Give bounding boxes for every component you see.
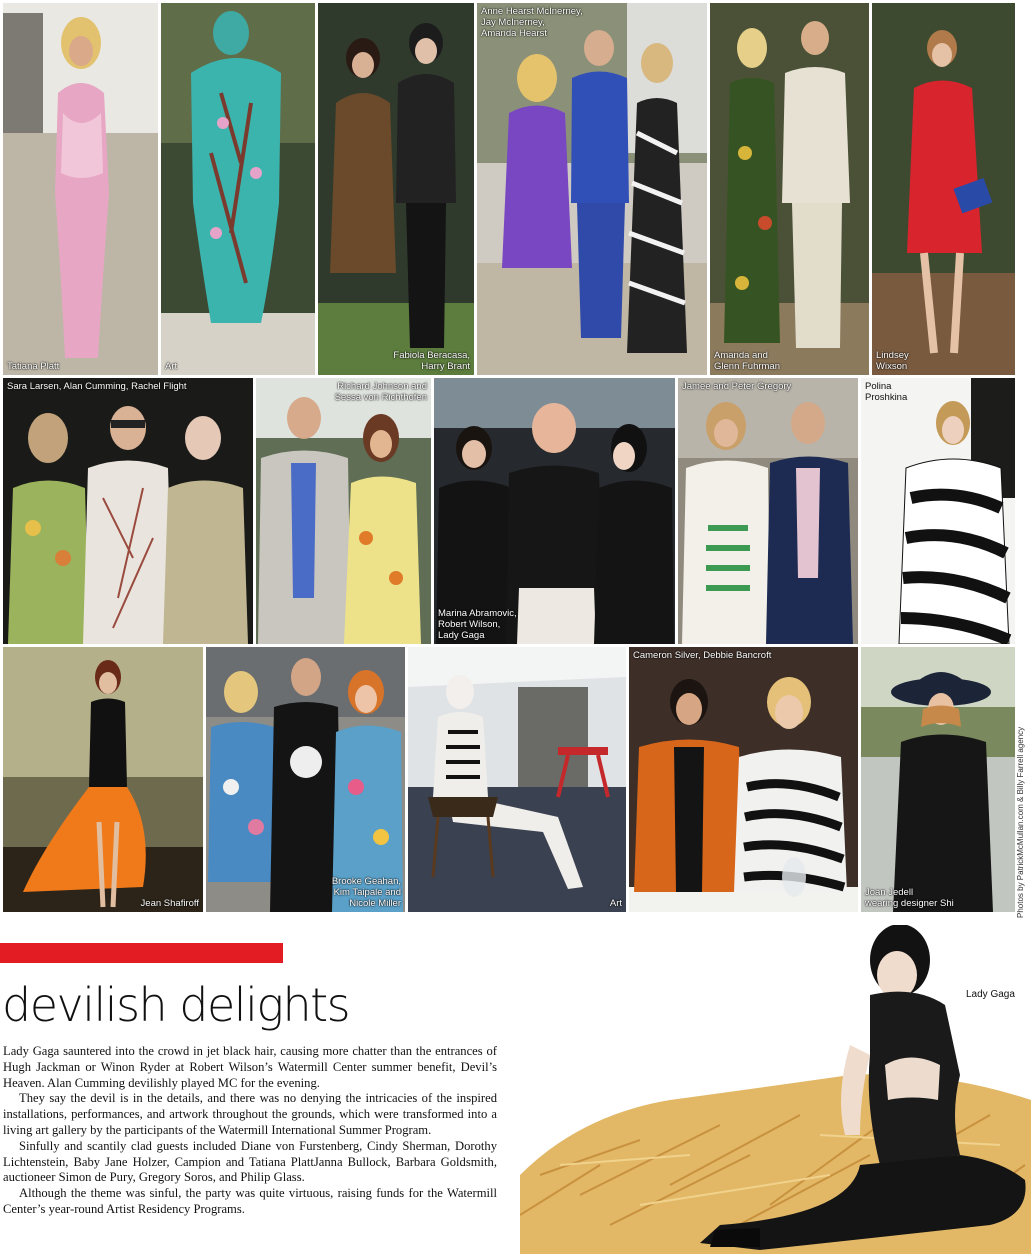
photo-polina-proshkina (861, 378, 1015, 644)
caption: Cameron Silver, Debbie Bancroft (633, 650, 772, 661)
photo-art-bodypaint (161, 3, 315, 375)
photo-abramovic-wilson-gaga (434, 378, 675, 644)
caption: Sara Larsen, Alan Cumming, Rachel Flight (7, 381, 187, 392)
article-paragraph: Although the theme was sinful, the party was quite virtuous, raising funds for the Watermill Center’s year-round Artist Residency Programs. (3, 1186, 497, 1216)
article-paragraph: Lady Gaga sauntered into the crowd in jet black hair, causing more chatter than the entrances of Hugh Jackman or Winon Ryder at Robert Wilson’s Watermill Center summer benefit, Devil’s Heaven. Alan Cumming devilishly played MC for the evening. (3, 1044, 497, 1090)
photo-mcinerney-hearst (477, 3, 707, 375)
feature-photo-caption: Lady Gaga (966, 989, 1015, 1000)
caption: Marina Abramovic, Robert Wilson, Lady Gaga (438, 608, 517, 641)
caption: Polina Proshkina (865, 381, 908, 403)
caption: Art (609, 898, 622, 909)
photo-gregory (678, 378, 858, 644)
article-headline: devilish delights (2, 978, 350, 1032)
photo-joan-jedell (861, 647, 1015, 912)
photo-geahan-taipale-miller (206, 647, 405, 912)
photo-larsen-cumming-flight (3, 378, 253, 644)
caption: Jean Shafiroff (140, 898, 199, 909)
photo-silver-bancroft (629, 647, 858, 912)
caption: Fabiola Beracasa, Harry Brant (393, 350, 470, 372)
caption: Richard Johnson and Sessa von Richthofen (334, 381, 427, 403)
caption: Brooke Geahan, Kim Taipale and Nicole Miller (331, 876, 401, 909)
photo-art-performer (408, 647, 626, 912)
caption: Jamee and Peter Gregory (682, 381, 792, 392)
photo-tatiana-platt (3, 3, 158, 375)
accent-bar (0, 943, 283, 963)
article-paragraph: Sinfully and scantily clad guests included Diane von Furstenberg, Cindy Sherman, Dorothy Lichtenstein, Baby Jane Holzer, Campion and Tatiana PlattJanna Bullock, Barbara Goldsmith, auctioneer Simon de Pury, Gregory Soros, and Philip Glass. (3, 1138, 497, 1185)
caption: Art (165, 361, 178, 372)
caption: Lindsey Wixson (876, 350, 909, 372)
photo-johnson-von-richthofen (256, 378, 431, 644)
photo-fuhrman (710, 3, 869, 375)
caption: Anne Hearst McInerney, Jay McInerney, Amanda Hearst (481, 6, 583, 39)
photo-fabiola-beracasa-harry-brant (318, 3, 474, 375)
article-body (3, 1044, 497, 1218)
photo-lady-gaga-feature (520, 925, 1031, 1254)
article-paragraph: They say the devil is in the details, and there was no denying the intricacies of the inspired installations, performances, and artwork throughout the grounds, which were transformed into a living art gallery by the participants of the Watermill International Summer Program. (3, 1091, 497, 1137)
photo-credit: Photos by PatrickMcMullan.com & Billy Farrell agency (1016, 726, 1025, 918)
caption: Tatiana Platt (7, 361, 60, 372)
caption: Amanda and Glenn Fuhrman (714, 350, 781, 372)
photo-lindsey-wixson (872, 3, 1015, 375)
photo-jean-shafiroff (3, 647, 203, 912)
caption: Joan Jedell wearing designer Shi (865, 887, 954, 909)
